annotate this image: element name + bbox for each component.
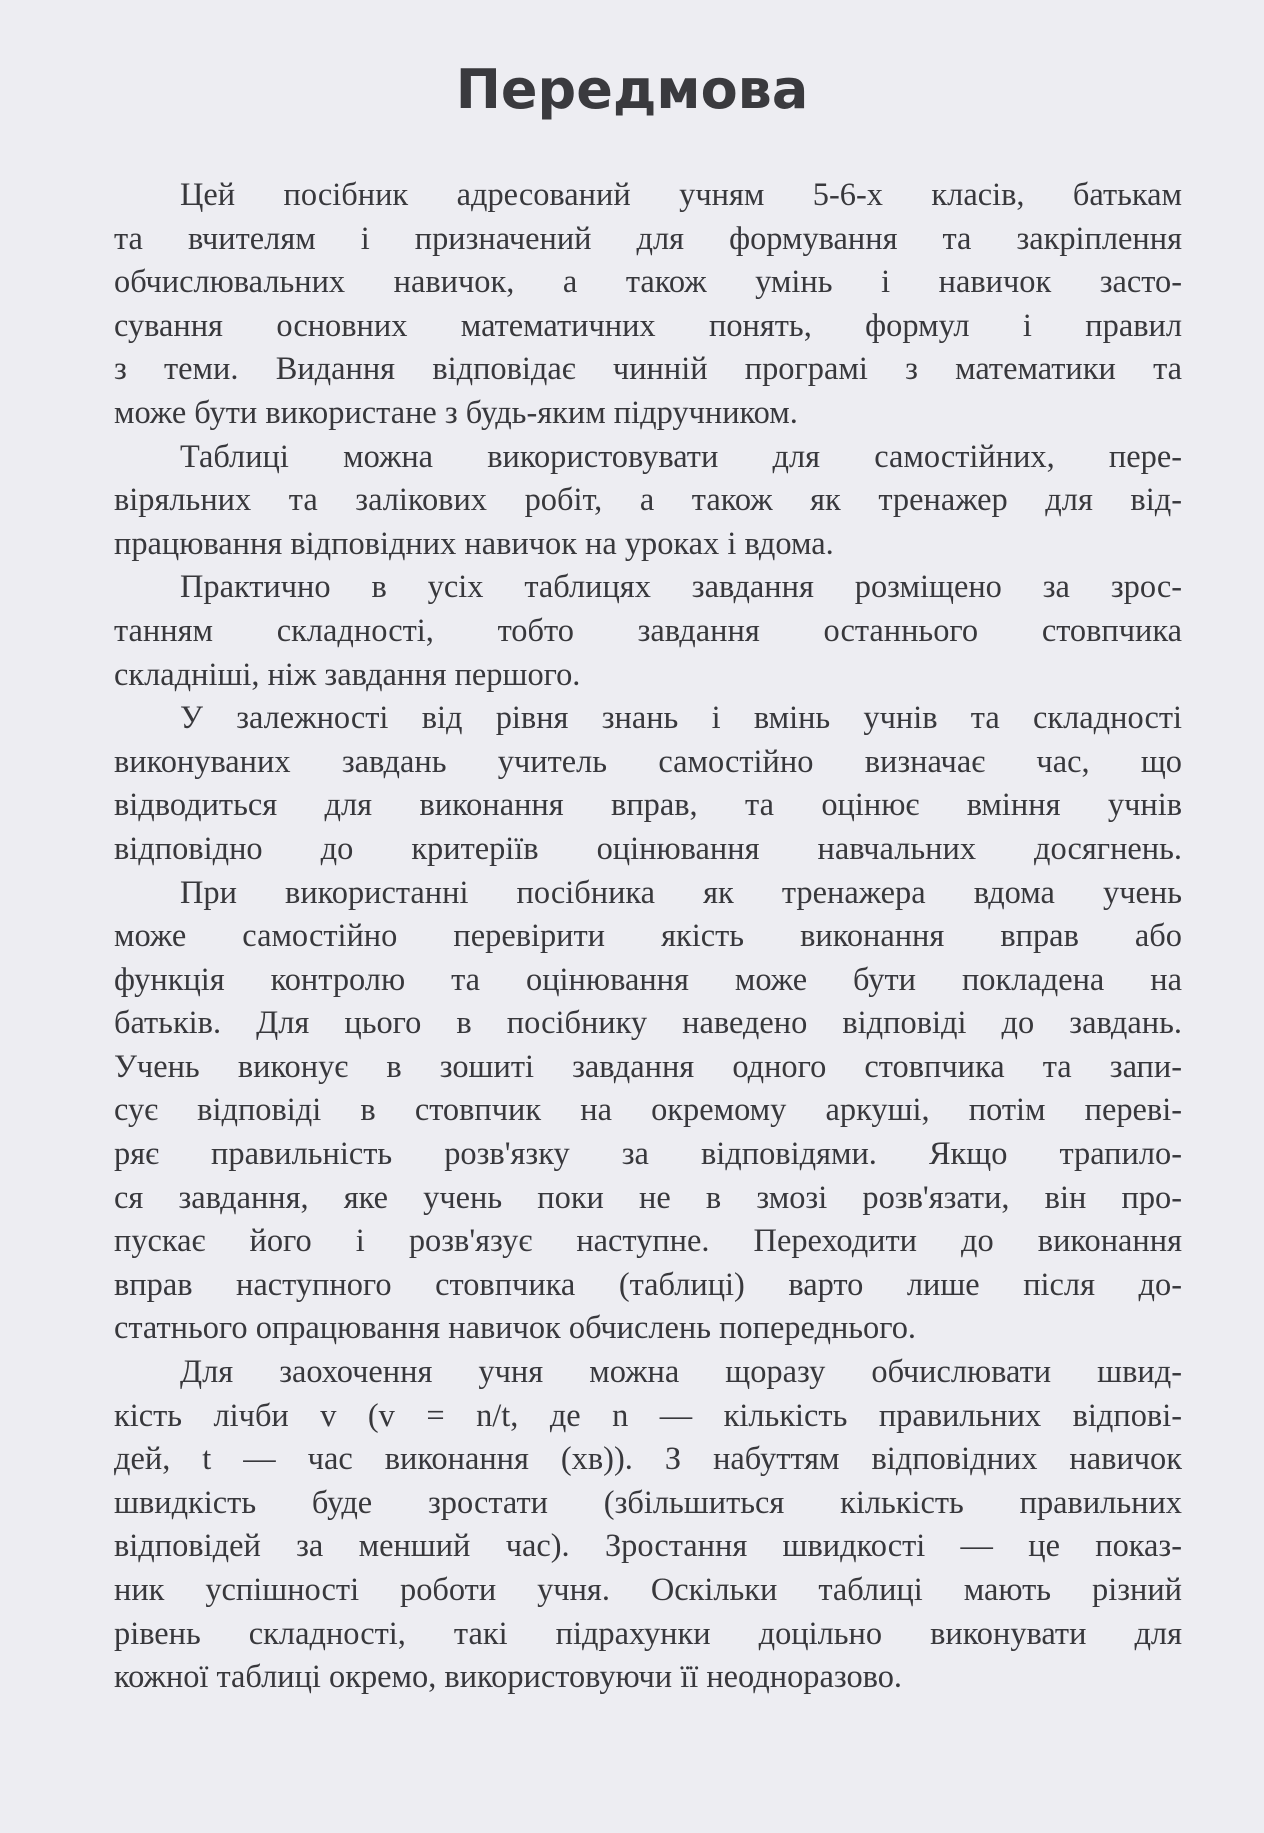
paragraph — [114, 436, 1182, 567]
text-line: віряльних та залікових робіт, а також як тренажер для від- — [114, 482, 1182, 519]
text-line: та вчителям і призначений для формування та закріплення — [114, 220, 1182, 257]
text-line: виконуваних завдань учитель самостійно визначає час, що — [114, 743, 1182, 780]
text-line: При використанні посібника як тренажера вдома учень — [180, 874, 1182, 911]
paragraph — [114, 697, 1182, 871]
text-line: батьків. Для цього в посібнику наведено відповіді до завдань. — [114, 1005, 1182, 1042]
preface-body — [114, 174, 1182, 1700]
paragraph — [114, 174, 1182, 436]
text-line: складніші, ніж завдання першого. — [114, 656, 581, 693]
text-line: сування основних математичних понять, формул і правил — [114, 307, 1182, 344]
paragraph — [114, 1351, 1182, 1700]
page-title: Передмова — [455, 58, 809, 121]
text-line: ник успішності роботи учня. Оскільки таблиці мають різний — [114, 1572, 1182, 1608]
text-line: ряє правильність розв'язку за відповідями. Якщо трапило- — [114, 1136, 1182, 1173]
text-line: Цей посібник адресований учням 5-6-х класів, батькам — [180, 177, 1182, 213]
paragraph — [114, 872, 1182, 1352]
text-line: відповідей за менший час). Зростання швидкості — це показ- — [114, 1528, 1182, 1565]
text-line: Практично в усіх таблицях завдання розміщено за зрос- — [180, 569, 1182, 606]
text-line: статнього опрацювання навичок обчислень попереднього. — [114, 1310, 917, 1347]
text-line: відводиться для виконання вправ, та оцінює вміння учнів — [114, 787, 1182, 824]
text-line: вправ наступного стовпчика (таблиці) варто лише після до- — [114, 1266, 1182, 1303]
text-line: Для заохочення учня можна щоразу обчислювати швид- — [180, 1354, 1182, 1391]
text-line: дей, t — час виконання (хв)). З набуттям відповідних навичок — [114, 1441, 1182, 1478]
text-line: працювання відповідних навичок на уроках і вдома. — [114, 525, 834, 562]
text-line: функція контролю та оцінювання може бути покладена на — [114, 961, 1182, 998]
text-line: може самостійно перевірити якість виконання вправ або — [114, 918, 1182, 955]
text-line: кість лічби v (v = n/t, де n — кількість правильних відпові- — [114, 1397, 1182, 1434]
text-line: Таблиці можна використовувати для самостійних, пере- — [180, 438, 1182, 475]
text-line: відповідно до критеріїв оцінювання навчальних досягнень. — [114, 830, 1182, 867]
paragraph — [114, 566, 1182, 697]
text-line: пускає його і розв'язує наступне. Переходити до виконання — [114, 1223, 1182, 1260]
text-line: танням складності, тобто завдання останнього стовпчика — [114, 612, 1182, 649]
text-line: Учень виконує в зошиті завдання одного стовпчика та запи- — [114, 1048, 1182, 1085]
text-line: сує відповіді в стовпчик на окремому аркуші, потім переві- — [114, 1092, 1182, 1129]
text-line: обчислювальних навичок, а також умінь і навичок засто- — [114, 264, 1182, 301]
text-line: швидкість буде зростати (збільшиться кількість правильних — [114, 1484, 1182, 1521]
text-line: може бути використане з будь-яким підручником. — [114, 394, 798, 431]
text-line: кожної таблиці окремо, використовуючи її неодноразово. — [114, 1659, 903, 1696]
text-line: ся завдання, яке учень поки не в змозі розв'язати, він про- — [114, 1179, 1182, 1216]
text-line: з теми. Видання відповідає чинній програмі з математики та — [114, 351, 1182, 388]
text-line: рівень складності, такі підрахунки доцільно виконувати для — [114, 1615, 1182, 1652]
text-line: У залежності від рівня знань і вмінь учнів та складності — [180, 700, 1182, 737]
